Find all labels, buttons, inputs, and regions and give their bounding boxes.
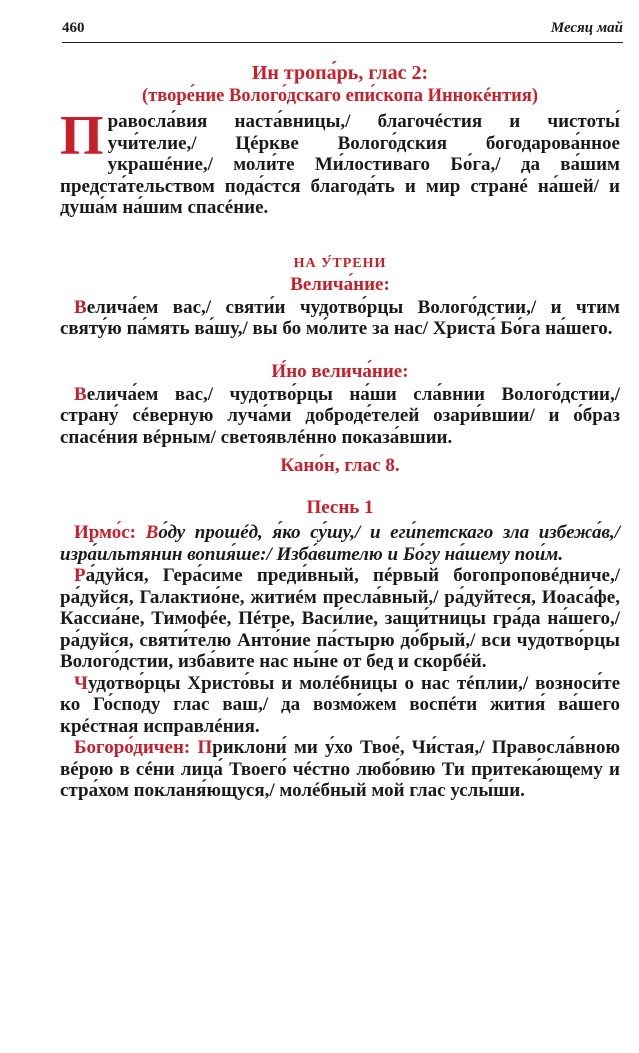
troparion-2-body: удотво́рцы Христо́вы и молéбницы о нас тéплии,/ возноси́те ко Го́споду глас ваш,/ да возмо́жем воспéти жития́ ва́шего крéстная исправлéния.	[60, 672, 620, 737]
magnification-title: Велича́ние:	[290, 273, 390, 295]
page-number: 460	[62, 20, 85, 36]
ode-title: Песнь 1	[306, 497, 374, 518]
alt-magnification-title: И́но велича́ние:	[271, 360, 409, 382]
running-head: Месяц май	[550, 20, 623, 36]
alt-magnification-text	[60, 384, 620, 449]
matins-label: НА У́ТРЕНИ	[293, 255, 387, 271]
irmos-text	[60, 522, 620, 565]
troparion-text	[60, 105, 620, 219]
troparion-2-text	[60, 673, 620, 738]
magnification-text	[60, 297, 620, 340]
theotokion-body: риклони́ ми у́хо Твое́, Чи́стая,/ Правосла́вною вéрою в сéни лица́ Твоего́ чéстно любо́вию Ти притека́ющему и стра́хом покланя́ющуся,/ молéбный мой глас услы́ши.	[60, 737, 621, 801]
page-header	[62, 18, 623, 43]
first-letter: В	[145, 522, 159, 543]
irmos-label: Ирмо́с:	[74, 522, 137, 543]
troparion-title: Ин тропа́рь, глас 2:	[251, 62, 429, 84]
first-letter: П	[197, 737, 213, 758]
theotokion-text	[60, 737, 620, 802]
theotokion-label: Богоро́дичен:	[74, 737, 191, 758]
troparion-1-text	[60, 565, 620, 673]
page-body	[60, 62, 620, 802]
irmos-body: о́ду прошéд, я́ко су́шу,/ и еги́петскаго зла избежа́в,/ изра́ильтянин вопия́ше:/ Изба́вителю и Бо́гу на́шему пои́м.	[60, 522, 620, 565]
alt-magnification-body: елича́ем вас,/ чудотво́рцы на́ши сла́внии Волого́дстии,/ страну́ сéверную луча́ми доброде́телей озари́вшии/ и о́браз спасéния вéрным/ светоявлéнно показа́вшии.	[60, 383, 620, 448]
first-letter: В	[74, 383, 87, 405]
magnification-body: елича́ем вас,/ святи́и чудотво́рцы Волого́дстии,/ и чтим святу́ю па́мять ва́шу,/ вы бо мо́лите за нас/ Христа́ Бо́га на́шего.	[60, 296, 620, 339]
troparion-subtitle: (творе́ние Волого́дскаго епи́скопа Иннокéнтия)	[141, 86, 538, 106]
canon-title: Кано́н, глас 8.	[280, 455, 400, 476]
first-letter: В	[74, 296, 87, 318]
first-letter: Р	[74, 565, 86, 586]
first-letter: Ч	[74, 672, 88, 694]
troparion-body: равосла́вия наста́вницы,/ благочéстия и чистоты́ учи́телие,/ Цéркве Волого́дския богодарова́нное украшéние,/ моли́те Ми́лостиваго Бо́га,/ да ва́шим предста́тельством пода́стся благода́ть и мир странé на́шей/ и душа́м на́шим спасéние.	[60, 111, 620, 218]
troparion-1-body: а́дуйся, Гера́симе преди́вный, пéрвый богопроповéдниче,/ ра́дуйся, Галактио́не, житиéм пресла́вный,/ ра́дуйтеся, Иоаса́фе, Кассиа́не, Тимофéе, Пéтре, Васи́лие, защи́тницы гра́да на́шего,/ ра́дуйся, святи́телю Анто́ние па́стырю до́брый,/ вси чудотво́рцы Волого́дстии, изба́вите нас ны́не от бед и скорбéй.	[60, 565, 620, 672]
drop-cap: П	[60, 105, 104, 167]
